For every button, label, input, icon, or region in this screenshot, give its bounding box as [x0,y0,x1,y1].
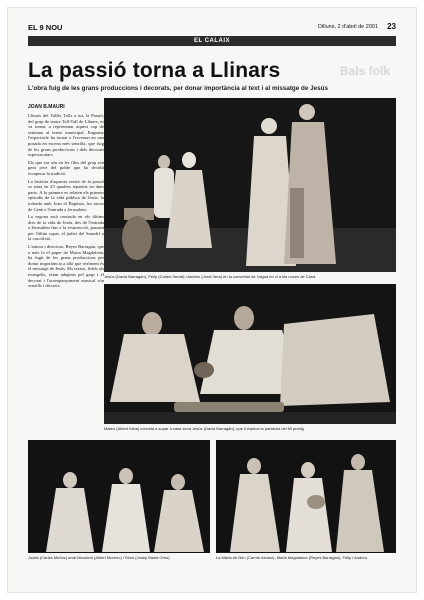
page-header [28,22,396,34]
page-number: 23 [387,22,396,31]
bleed-through-headline: Bals folk [340,64,391,78]
photo-judas-nicodemus-simon [28,440,210,553]
article-subheadline: L'obra fuig de les grans produccions i decorats, per donar importància al text i al missatge de Jesús [28,85,328,92]
photo-cana-wedding [104,98,396,272]
article-headline: La passió torna a Llinars [28,59,281,82]
photo-supper [104,284,396,424]
newspaper-page [8,8,416,592]
article-byline: JOAN B.MAURI [28,104,65,110]
photo-caption: Jesús (David Barragán), Pellp (Carles Serrat) i Andreu (Jordi Vera) en la conversió de l'aigua en vi a les noces de Canà [104,274,316,279]
issue-date: Dilluns, 2 d'abril de 2001 [317,24,378,30]
body-paragraph: La segona està centrada en els últims dies de la vida de Jesús, des de l'entrada a Jerusalem fins a la resurrecció, passant per l'últim sopar, el judici del Sanedrí o la crucifixió. [28,214,104,242]
body-paragraph: La història d'aquesta versió de la passió se situa en 25 quadres repartits en dues parts. A la primera es relaten els primers episodis de la vida pública de Jesús: la trobada amb Joan el Baptista, les noces de Canà o l'entrada a Jerusalem. [28,178,104,212]
photo-caption: Mateu (Albert Iniba) convida a sopar a casa seva Jesús (David Barragán), que li explica la paràbola del fill pròdig [104,426,304,431]
newspaper-name: EL 9 NOU [28,23,63,32]
photo-the-marys [216,440,396,553]
body-paragraph: Llinars del Vallès Tolls a mi, la Passió, del grup de teatre Tall-Tall de Llinars, es va tornar a representar aquest cap de setmana al teatre municipal. Enguany l'espectacle ha tornat a l'escenari en una posada en escena més senzilla, que fuig de les grans produccions i dels decorats espectaculars. [28,113,104,158]
section-bar: EL CALAIX [28,36,396,46]
article-body [28,113,104,430]
photo-caption: La Maria de Déu (Carme Alonso), Maria Magdalena (Reyes Barragán), Felip i Andreu [216,555,367,560]
body-paragraph: L'autora i directora, Reyes Barragan, que a més fa el paper de Maria Magdalena, ha fugit de les grans produccions per donar importància a allò que realment és el missatge de Jesús. Els textos, fidels als evangelis, estan adaptats pel grup i el decorat i l'acompanyament musical són senzills i discrets. [28,244,104,289]
photo-caption: Judes (Carles Muñoz) amb Nicodem (Albert Moreno) i Simó (Josep Maria Orrio) [28,555,170,560]
body-paragraph: Els que ara són en les files del grup són gent jove del poble que ha decidit recuperar la tradició. [28,159,104,176]
